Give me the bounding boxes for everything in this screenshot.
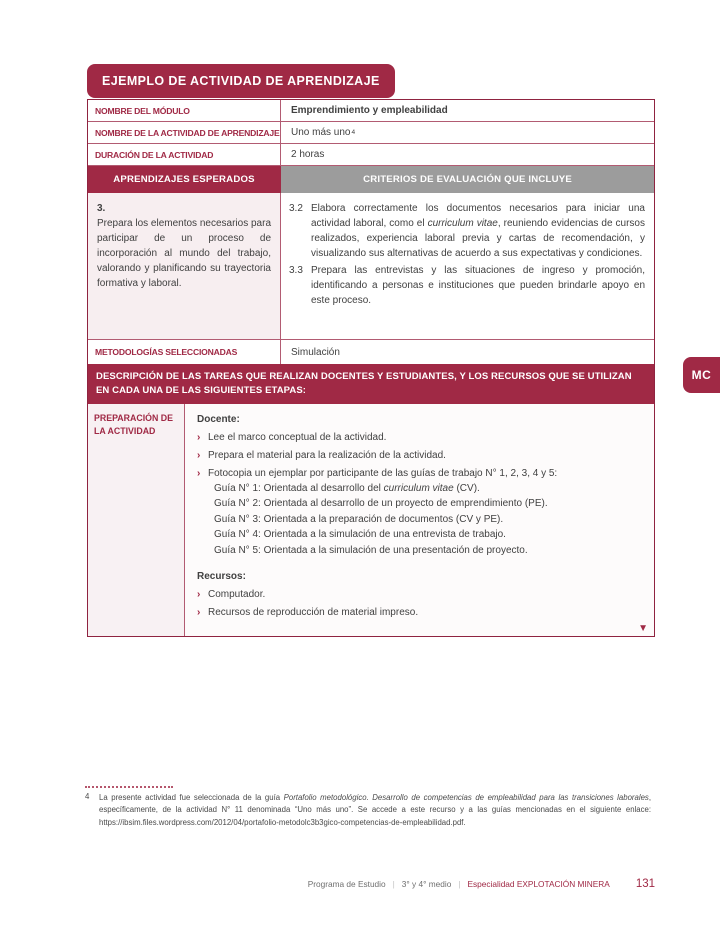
methodology-label: METODOLOGÍAS SELECCIONADAS [88, 340, 281, 364]
bullet-icon: › [197, 607, 201, 619]
bullet-item [197, 587, 642, 602]
guide-line: Guía N° 1: Orientada al desarrollo del curriculum vitae (CV). [214, 482, 480, 494]
bullet-icon: › [197, 589, 201, 601]
footer-separator: | [458, 879, 461, 889]
chapter-index-tab [683, 357, 720, 393]
methodology-row [88, 339, 654, 364]
teacher-items [197, 430, 642, 559]
continuation-arrow-icon: ▼ [638, 623, 648, 635]
activity-name-label: NOMBRE DE LA ACTIVIDAD DE APRENDIZAJE [88, 122, 281, 143]
preparation-label: PREPARACIÓN DE LA ACTIVIDAD [88, 404, 185, 637]
resources-items [197, 587, 642, 620]
criteria-item [289, 263, 645, 308]
expected-learning-cell [88, 193, 281, 339]
resources-heading: Recursos: [197, 571, 246, 583]
guide-line: Guía N° 4: Orientada a la simulación de una entrevista de trabajo. [214, 529, 506, 541]
criteria-number: 3.2 [289, 203, 303, 214]
footnote [85, 786, 651, 829]
criteria-text: Elabora correctamente los documentos necesarios para iniciar una actividad laboral, como el curriculum vitae, reuniendo evidencias de cursos realizados, experiencia laboral previa y cartas de recomendación, y visualizando sus alternativas de acuerdo a sus expectativas y condiciones. [311, 203, 645, 259]
expected-learning-number: 3. [97, 203, 106, 214]
activity-title-ribbon [87, 64, 395, 98]
preparation-content [185, 404, 654, 637]
footnote-reference: 4 [351, 129, 356, 136]
expected-learning-header: APRENDIZAJES ESPERADOS [88, 166, 281, 193]
footer-program: Programa de Estudio [307, 879, 386, 889]
table-row-module [88, 100, 654, 122]
guide-line: Guía N° 3: Orientada a la preparación de documentos (CV y PE). [214, 513, 504, 525]
footnote-link[interactable]: https://ibsim.files.wordpress.com/2012/04/portafolio-metodolc3b3gico-competencias-de-empleabilidad.pdf [99, 817, 464, 827]
footnote-text [99, 792, 651, 829]
criteria-list [281, 193, 654, 339]
footnote-text-italic: Portafolio metodológico. Desarrollo de competencias de empleabilidad para las transiciones laborales [283, 793, 649, 802]
bullet-icon: › [197, 467, 201, 479]
footnote-text-end: . [463, 817, 466, 827]
bullet-text: Fotocopia un ejemplar por participante de las guías de trabajo N° 1, 2, 3, 4 y 5: [208, 467, 558, 479]
bullet-text: Computador. [208, 589, 266, 601]
module-value: Emprendimiento y empleabilidad [291, 105, 448, 116]
bullet-icon: › [197, 449, 201, 461]
activity-table [87, 99, 655, 637]
bullet-text: Lee el marco conceptual de la actividad. [208, 431, 387, 443]
footnote-number: 4 [85, 792, 90, 801]
preparation-row [88, 404, 654, 637]
footer-separator: | [392, 879, 395, 889]
bullet-text: Recursos de reproducción de material impreso. [208, 607, 419, 619]
footnote-text-mid: , específicamente, de la actividad N° 11 denominada “Uno más uno”. Se accede a este recurso y a las guías mencionadas en el siguiente enlace: [99, 793, 651, 815]
learning-criteria-row [88, 193, 654, 339]
footer-grade: 3° y 4° medio [401, 879, 452, 889]
guide-line: Guía N° 2: Orientada al desarrollo de un proyecto de emprendimiento (PE). [214, 498, 548, 510]
table-column-headers [88, 166, 654, 193]
bullet-item [197, 430, 642, 445]
page-number: 131 [635, 878, 655, 890]
chapter-index-tab-label: MC [691, 368, 712, 382]
bullet-item [197, 605, 642, 620]
footer-specialty: Especialidad EXPLOTACIÓN MINERA [467, 879, 610, 889]
teacher-heading: Docente: [197, 413, 240, 425]
expected-learning-text: Prepara los elementos necesarios para participar de un proceso de incorporación al mundo del trabajo, valorando y planificando su trayectoria formativa y laboral. [97, 218, 271, 289]
criteria-text: Prepara las entrevistas y las situaciones de ingreso y promoción, identificando a personas e instituciones que pueden brindarle apoyo en este proceso. [311, 265, 645, 306]
footnote-rule [85, 786, 173, 788]
page-footer [308, 878, 655, 890]
table-row-activity-name [88, 122, 654, 144]
tasks-description-header: DESCRIPCIÓN DE LAS TAREAS QUE REALIZAN DOCENTES Y ESTUDIANTES, Y LOS RECURSOS QUE SE UTILIZAN EN CADA UNA DE LAS SIGUIENTES ETAPAS: [88, 364, 654, 404]
bullet-item [197, 448, 642, 463]
evaluation-criteria-header: CRITERIOS DE EVALUACIÓN QUE INCLUYE [281, 166, 654, 193]
bullet-item [197, 466, 642, 481]
guide-line: Guía N° 5: Orientada a la simulación de una presentación de proyecto. [214, 544, 528, 556]
criteria-item [289, 201, 645, 261]
bullet-text: Prepara el material para la realización de la actividad. [208, 449, 446, 461]
bullet-icon: › [197, 431, 201, 443]
methodology-value: Simulación [291, 346, 340, 358]
activity-title: EJEMPLO DE ACTIVIDAD DE APRENDIZAJE [102, 74, 380, 88]
table-row-duration [88, 144, 654, 166]
duration-label: DURACIÓN DE LA ACTIVIDAD [88, 144, 281, 165]
footnote-text-pre: La presente actividad fue seleccionada de la guía [99, 793, 284, 802]
criteria-number: 3.3 [289, 265, 303, 276]
activity-name-value: Uno más uno [291, 127, 351, 138]
module-label: NOMBRE DEL MÓDULO [88, 100, 281, 121]
duration-value: 2 horas [291, 149, 325, 160]
